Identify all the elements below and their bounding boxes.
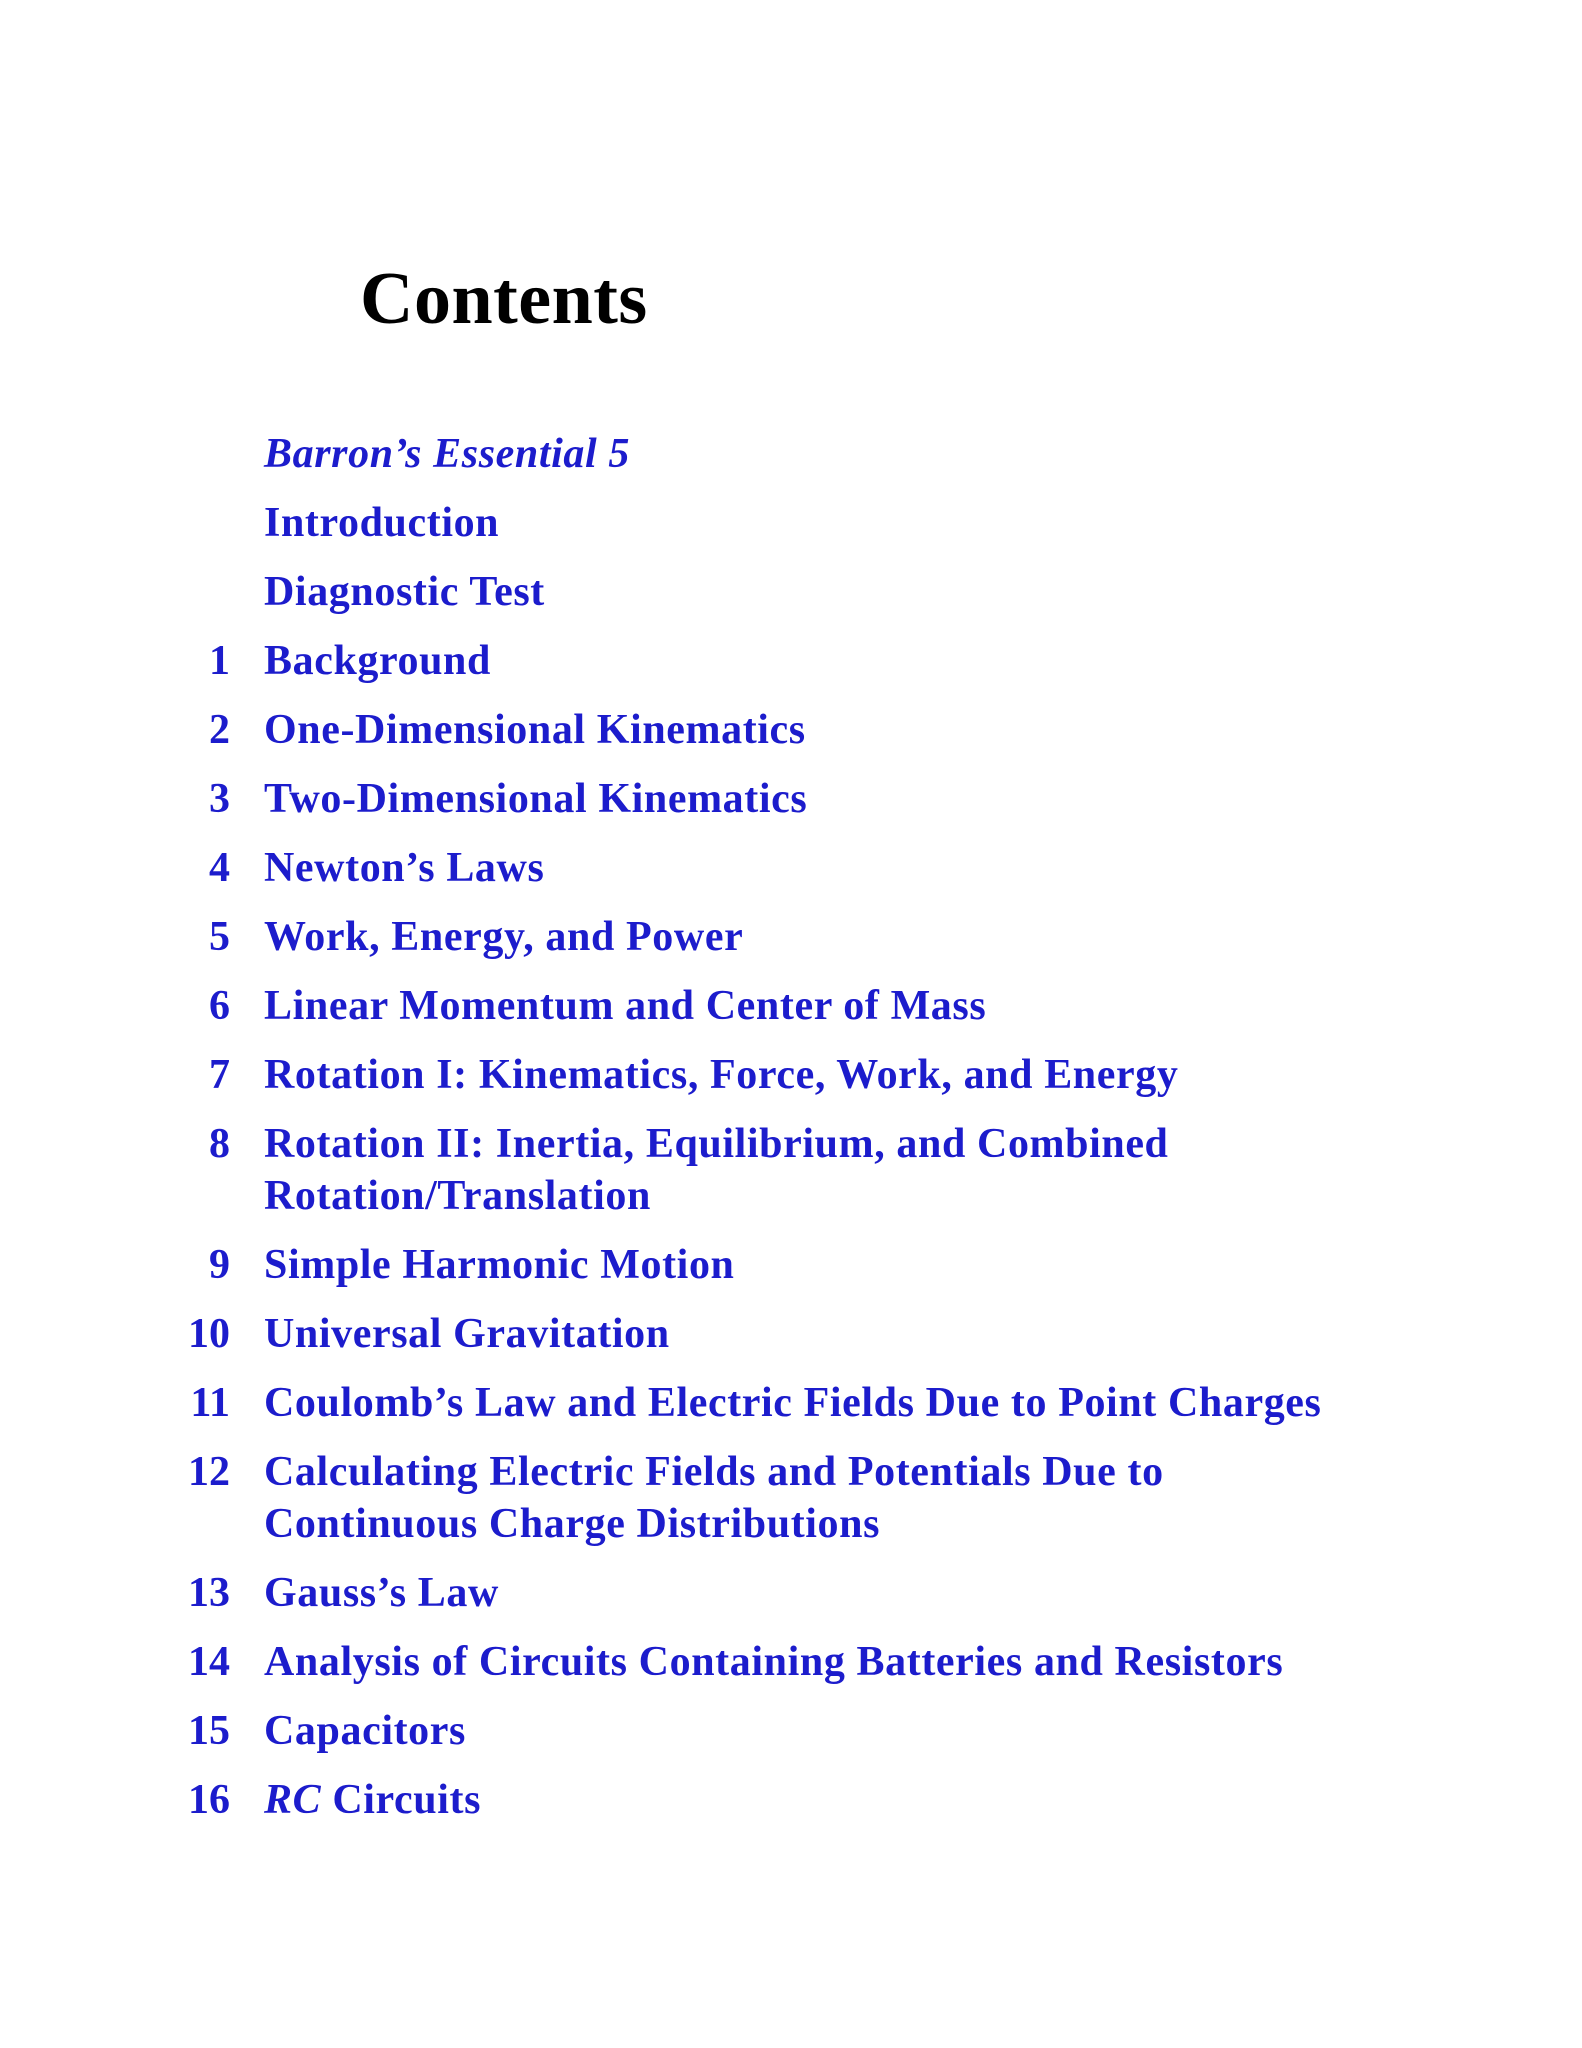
toc-item-chapter-5[interactable] [0,911,1582,967]
toc-item-chapter-16[interactable] [0,1774,1582,1830]
toc-link-two-dimensional-kinematics[interactable]: Two-Dimensional Kinematics [264,776,808,822]
chapter-number: 8 [209,1121,230,1167]
toc-link-gauss-law[interactable]: Gauss’s Law [264,1570,499,1616]
toc-item-chapter-15[interactable] [0,1705,1582,1761]
chapter-number: 10 [188,1311,230,1357]
toc-item-chapter-7[interactable] [0,1049,1582,1105]
toc-link-rotation-2-line-2[interactable]: Rotation/Translation [264,1173,651,1219]
page-title: Contents [360,258,648,340]
chapter-number: 2 [209,707,230,753]
toc-link-barrons-essential-5[interactable]: Barron’s Essential 5 [264,431,630,477]
chapter-number: 16 [188,1777,230,1823]
toc-link-calculating-fields-line-2[interactable]: Continuous Charge Distributions [264,1501,881,1547]
toc-link-coulombs-law[interactable]: Coulomb’s Law and Electric Fields Due to Point Charges [264,1380,1322,1426]
toc-link-rotation-2-line-1[interactable]: Rotation II: Inertia, Equilibrium, and Combined [264,1121,1169,1167]
toc-item-chapter-3[interactable] [0,773,1582,829]
toc-item-chapter-10[interactable] [0,1308,1582,1364]
toc-item-diagnostic-test[interactable] [0,566,1582,622]
toc-item-barrons-essential-5[interactable] [0,428,1582,484]
chapter-number: 5 [209,914,230,960]
toc-item-chapter-1[interactable] [0,635,1582,691]
toc-link-introduction[interactable]: Introduction [264,500,500,546]
chapter-number: 11 [190,1380,230,1426]
chapter-number: 1 [209,638,230,684]
toc-link-newtons-laws[interactable]: Newton’s Laws [264,845,545,891]
toc-link-linear-momentum[interactable]: Linear Momentum and Center of Mass [264,983,987,1029]
toc-item-chapter-13[interactable] [0,1567,1582,1623]
toc-link-diagnostic-test[interactable]: Diagnostic Test [264,569,545,615]
chapter-number: 6 [209,983,230,1029]
chapter-number: 15 [188,1708,230,1754]
toc-link-one-dimensional-kinematics[interactable]: One-Dimensional Kinematics [264,707,806,753]
toc-item-chapter-2[interactable] [0,704,1582,760]
toc-item-chapter-8[interactable] [0,1118,1582,1226]
toc-link-work-energy-power[interactable]: Work, Energy, and Power [264,914,744,960]
chapter-number: 3 [209,776,230,822]
chapter-number: 13 [188,1570,230,1616]
toc-item-chapter-14[interactable] [0,1636,1582,1692]
toc-item-chapter-6[interactable] [0,980,1582,1036]
chapter-number: 7 [209,1052,230,1098]
toc-link-rc-circuits[interactable] [264,1774,1424,1826]
toc-link-simple-harmonic-motion[interactable]: Simple Harmonic Motion [264,1242,735,1288]
toc-link-circuits-batteries-resistors[interactable]: Analysis of Circuits Containing Batteries and Resistors [264,1639,1284,1685]
chapter-number: 9 [209,1242,230,1288]
chapter-number: 14 [188,1639,230,1685]
toc-item-introduction[interactable] [0,497,1582,553]
toc-link-universal-gravitation[interactable]: Universal Gravitation [264,1311,670,1357]
rc-rest: Circuits [321,1777,482,1823]
toc-item-chapter-9[interactable] [0,1239,1582,1295]
toc-link-rotation-1[interactable]: Rotation I: Kinematics, Force, Work, and Energy [264,1052,1179,1098]
toc-item-chapter-12[interactable] [0,1446,1582,1554]
toc-link-background[interactable]: Background [264,638,491,684]
chapter-number: 12 [188,1449,230,1495]
toc-link-calculating-fields-line-1[interactable]: Calculating Electric Fields and Potentials Due to [264,1449,1164,1495]
chapter-number: 4 [209,845,230,891]
toc-item-chapter-11[interactable] [0,1377,1582,1433]
rc-italic: RC [264,1777,322,1823]
toc-item-chapter-4[interactable] [0,842,1582,898]
toc-link-capacitors[interactable]: Capacitors [264,1708,466,1754]
